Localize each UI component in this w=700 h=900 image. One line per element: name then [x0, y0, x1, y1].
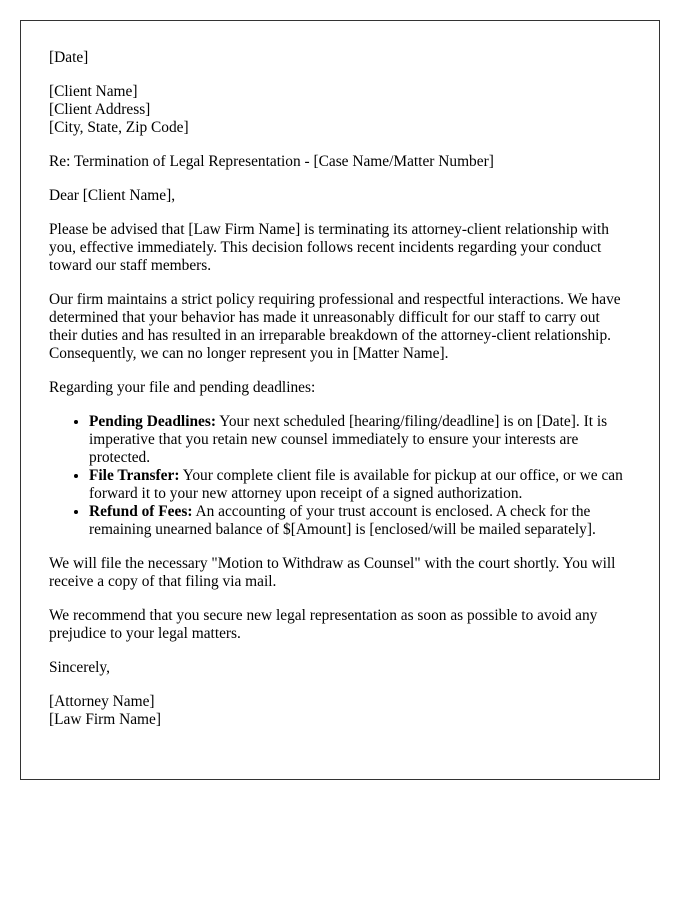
body-paragraph-1: Please be advised that [Law Firm Name] is terminating its attorney-client relationship with you, effective immediately. This decision follows recent incidents regarding your conduct toward our staff members. — [49, 221, 609, 274]
recipient-city: [City, State, Zip Code] — [49, 119, 189, 136]
signature-firm: [Law Firm Name] — [49, 711, 161, 728]
recipient-address: [Client Address] — [49, 101, 151, 118]
list-item-pending-deadlines — [89, 413, 631, 467]
subject-line: Re: Termination of Legal Representation - [Case Name/Matter Number] — [49, 153, 494, 170]
list-item-label: Pending Deadlines: — [89, 413, 216, 430]
body-paragraph-3: Regarding your file and pending deadlines: — [49, 379, 316, 396]
list-item-text: Your next scheduled [hearing/filing/deadline] is on [Date]. It is imperative that you retain new counsel immediately to ensure your interests are protected. — [89, 413, 608, 466]
body-paragraph-4: We will file the necessary "Motion to Withdraw as Counsel" with the court shortly. You will receive a copy of that filing via mail. — [49, 555, 616, 590]
closing: Sincerely, — [49, 659, 110, 676]
letter-date — [49, 49, 631, 67]
recipient-name: [Client Name] — [49, 83, 138, 100]
list-item-label: Refund of Fees: — [89, 503, 193, 520]
signature-attorney: [Attorney Name] — [49, 693, 155, 710]
signature-block — [49, 693, 631, 729]
date-text: [Date] — [49, 49, 89, 66]
body-paragraph-2: Our firm maintains a strict policy requiring professional and respectful interactions. We have determined that your behavior has made it unreasonably difficult for our staff to carry out their duties and has resulted in an irreparable breakdown of the attorney-client relationship. Consequently, we can no longer represent you in [Matter Name]. — [49, 291, 621, 362]
list-item-text: Your complete client file is available for pickup at our office, or we can forward it to your new attorney upon receipt of a signed authorization. — [89, 467, 623, 502]
salutation: Dear [Client Name], — [49, 187, 176, 204]
list-item-file-transfer — [89, 467, 631, 503]
list-item-label: File Transfer: — [89, 467, 180, 484]
list-item-text: An accounting of your trust account is enclosed. A check for the remaining unearned balance of $[Amount] is [enclosed/will be mailed separately]. — [89, 503, 596, 538]
deadline-list — [49, 413, 631, 539]
body-paragraph-5: We recommend that you secure new legal representation as soon as possible to avoid any prejudice to your legal matters. — [49, 607, 598, 642]
letter-page — [20, 20, 660, 780]
recipient-address-block — [49, 83, 631, 137]
list-item-refund-of-fees — [89, 503, 631, 539]
